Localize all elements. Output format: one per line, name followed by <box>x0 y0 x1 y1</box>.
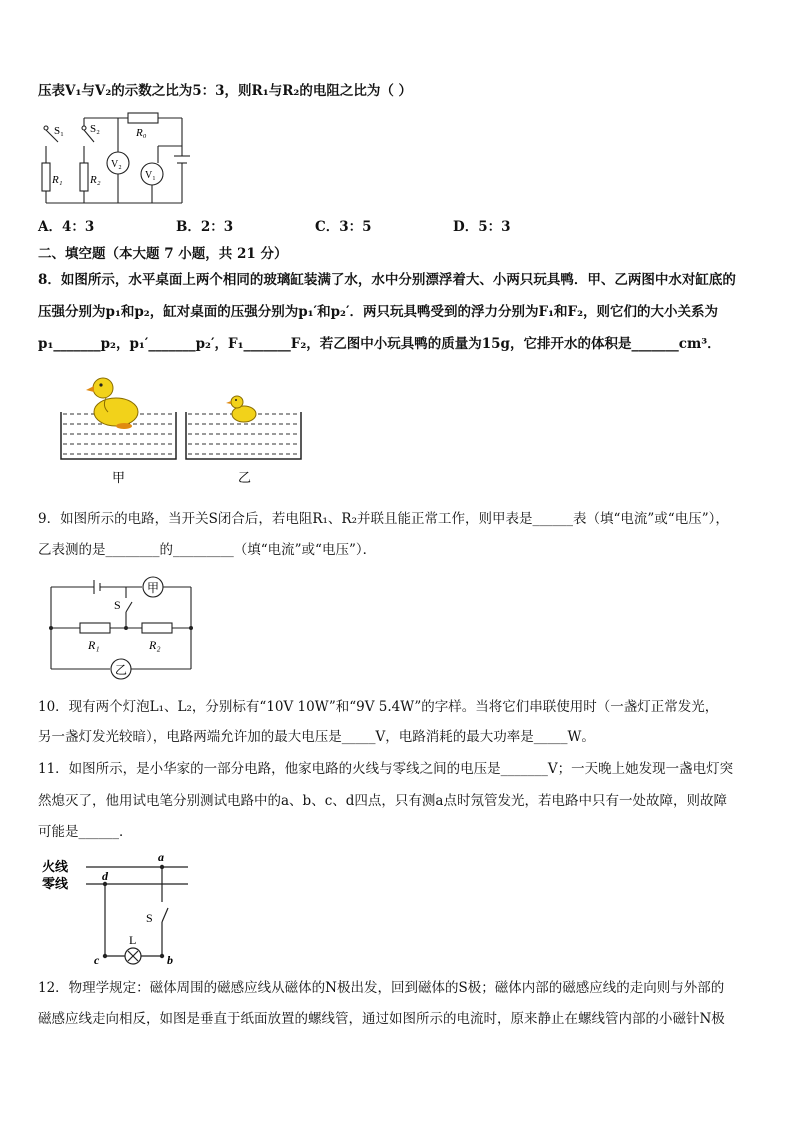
q12-line-2: 磁感应线走向相反，如图是垂直于纸面放置的螺线管，通过如图所示的电流时，原来静止在螺线管内部的小磁针N极 <box>38 1011 725 1027</box>
s1-label: S₁ <box>54 125 64 137</box>
q9-circuit-diagram <box>46 572 196 682</box>
q7-option-d: D．5：3 <box>453 219 511 235</box>
tank-left-label: 甲 <box>112 470 126 485</box>
v2-label: V₂ <box>111 159 122 170</box>
jia-label: 甲 <box>147 581 160 595</box>
q7-stem: 压表V₁与V₂的示数之比为5：3，则R₁与R₂的电阻之比为（ ） <box>38 83 413 99</box>
q9-r2-resistor <box>142 623 172 633</box>
q9-r1-resistor <box>80 623 110 633</box>
section-heading: 二、填空题（本大题 7 小题，共 21 分） <box>38 246 288 262</box>
q8-line-2: 压强分别为p₁和p₂，缸对桌面的压强分别为p₁′和p₂′．两只玩具鸭受到的浮力分别为F₁和F₂，则它们的大小关系为 <box>38 304 719 320</box>
big-duck-icon <box>86 378 138 429</box>
q7-circuit-diagram <box>36 108 196 208</box>
switch-label: S <box>146 911 153 925</box>
q8-line-3: p₁_______p₂，p₁′_______p₂′，F₁_______F₂，若乙图中小玩具鸭的质量为15g，它排开水的体积是_______cm³． <box>38 336 721 352</box>
tank-right-label: 乙 <box>238 470 252 485</box>
v1-label: V₁ <box>145 170 156 181</box>
q7-option-a: A．4：3 <box>38 219 95 235</box>
r1-label: R₁ <box>52 174 63 186</box>
q11-line-2: 然熄灭了，他用试电笔分别测试电路中的a、b、c、d四点，只有测a点时氖管发光，若电路中只有一处故障，则故障 <box>38 793 727 809</box>
r2-resistor <box>80 163 88 191</box>
q11-line-3: 可能是______． <box>38 824 133 840</box>
switch-s-label: S <box>114 598 121 612</box>
q7-option-c: C．3：5 <box>315 219 372 235</box>
q8-line-1: 8．如图所示，水平桌面上两个相同的玻璃缸装满了水，水中分别漂浮着大、小两只玩具鸭．甲、乙两图中水对缸底的 <box>38 272 736 288</box>
q11-line-1: 11．如图所示，是小华家的一部分电路，他家电路的火线与零线之间的电压是_______V；一天晚上她发现一盏电灯突 <box>38 761 734 777</box>
point-d-label: d <box>102 869 108 883</box>
q7-option-b: B．2：3 <box>176 219 234 235</box>
s2-label: S₂ <box>90 123 100 135</box>
point-a-label: a <box>158 850 164 864</box>
point-c-label: c <box>94 953 100 967</box>
lamp-label: L <box>129 933 137 947</box>
q9-line-2: 乙表测的是________的_________（填“电流”或“电压”）． <box>38 542 377 558</box>
q9-r2-label: R₂ <box>149 638 161 652</box>
r1-resistor <box>42 163 50 191</box>
live-wire-label: 火线 <box>42 859 69 874</box>
q12-line-1: 12．物理学规定：磁体周围的磁感应线从磁体的N极出发，回到磁体的S极；磁体内部的磁感应线的走向则与外部的 <box>38 980 725 996</box>
q11-household-circuit <box>36 850 196 968</box>
q9-line-1: 9．如图所示的电路，当开关S闭合后，若电阻R₁、R₂并联且能正常工作，则甲表是______表（填“电流”或“电压”）， <box>38 511 729 527</box>
small-duck-icon <box>226 396 256 422</box>
neutral-wire-label: 零线 <box>42 876 69 891</box>
r0-label: R₀ <box>136 127 147 139</box>
r2-label: R₂ <box>90 174 101 186</box>
yi-label: 乙 <box>115 663 128 677</box>
q10-line-2: 另一盏灯发光较暗），电路两端允许加的最大电压是_____V，电路消耗的最大功率是_____W。 <box>38 729 595 745</box>
point-b-label: b <box>167 953 173 967</box>
q9-r1-label: R₁ <box>88 638 100 652</box>
r0-resistor <box>128 113 158 123</box>
q10-line-1: 10．现有两个灯泡L₁、L₂，分别标有“10V 10W”和“9V 5.4W”的字样。当将它们串联使用时（一盏灯正常发光， <box>38 699 719 715</box>
q8-tanks-figure <box>58 372 308 490</box>
